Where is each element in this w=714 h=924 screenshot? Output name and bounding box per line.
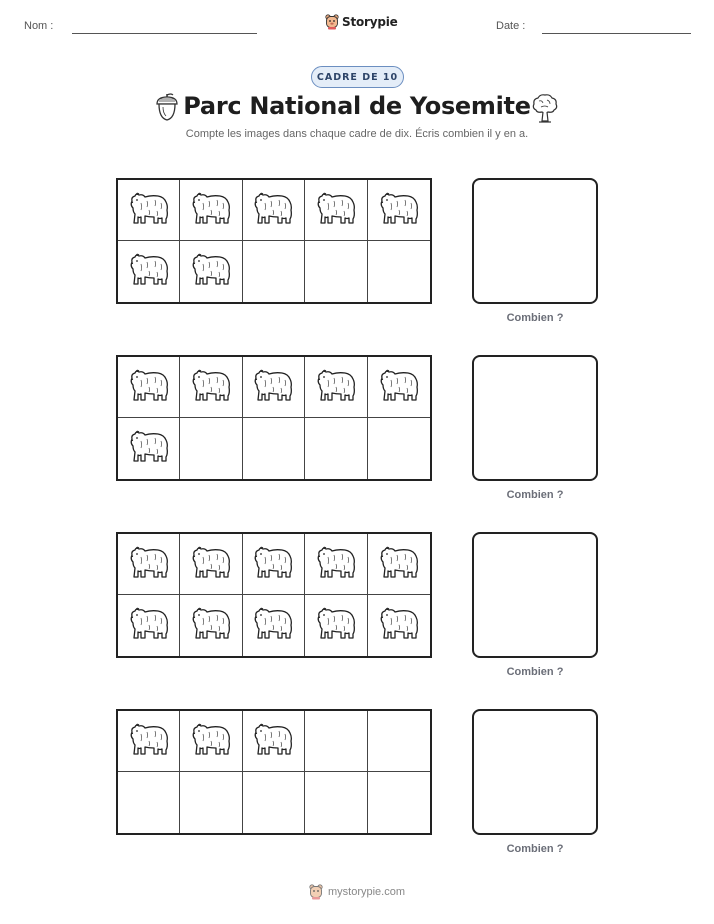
ten-frame — [116, 178, 432, 304]
page-title: Parc National de Yosemite — [183, 92, 531, 120]
answer-box[interactable] — [472, 532, 598, 658]
bear-icon — [127, 720, 171, 763]
frame-cell — [180, 241, 242, 302]
frame-cell — [118, 357, 180, 418]
bear-icon — [189, 720, 233, 763]
frame-cell — [305, 534, 367, 595]
exercise-4 — [0, 709, 714, 869]
bear-icon — [314, 189, 358, 232]
footer — [0, 884, 714, 900]
bear-icon — [189, 604, 233, 647]
bear-icon — [127, 604, 171, 647]
title-row — [0, 90, 714, 126]
frame-cell — [118, 241, 180, 302]
frame-cell — [180, 357, 242, 418]
tree-icon — [531, 92, 559, 124]
frame-cell — [180, 418, 242, 479]
frame-cell — [243, 418, 305, 479]
frame-cell — [368, 772, 430, 833]
bear-icon — [377, 604, 421, 647]
bear-icon — [377, 543, 421, 586]
worksheet-type-badge: CADRE DE 10 — [311, 66, 404, 88]
exercise-3 — [0, 532, 714, 692]
exercise-1 — [0, 178, 714, 338]
answer-label: Combien ? — [506, 312, 564, 324]
frame-cell — [243, 772, 305, 833]
bear-icon — [314, 543, 358, 586]
date-label: Date : — [496, 20, 526, 32]
frame-cell — [305, 418, 367, 479]
frame-cell — [118, 772, 180, 833]
frame-cell — [118, 534, 180, 595]
answer-box[interactable] — [472, 355, 598, 481]
bear-icon — [377, 366, 421, 409]
bear-icon — [314, 604, 358, 647]
bear-icon — [127, 543, 171, 586]
frame-cell — [118, 595, 180, 656]
answer-label: Combien ? — [506, 489, 564, 501]
frame-cell — [368, 711, 430, 772]
ten-frame — [116, 532, 432, 658]
frame-cell — [305, 595, 367, 656]
brand-name: Storypie — [342, 15, 398, 29]
bear-icon — [189, 366, 233, 409]
frame-cell — [243, 180, 305, 241]
bear-icon — [127, 366, 171, 409]
name-label: Nom : — [24, 20, 54, 32]
frame-cell — [118, 180, 180, 241]
bear-icon — [189, 189, 233, 232]
frame-cell — [368, 534, 430, 595]
frame-cell — [180, 772, 242, 833]
frame-cell — [118, 711, 180, 772]
bear-icon — [251, 366, 295, 409]
answer-label: Combien ? — [506, 843, 564, 855]
frame-cell — [368, 180, 430, 241]
bear-icon — [251, 543, 295, 586]
bear-icon — [314, 366, 358, 409]
frame-cell — [118, 418, 180, 479]
frame-cell — [305, 357, 367, 418]
frame-cell — [243, 241, 305, 302]
instructions: Compte les images dans chaque cadre de dix. Écris combien il y en a. — [185, 128, 529, 140]
frame-cell — [243, 357, 305, 418]
bear-icon — [189, 250, 233, 293]
date-field-line[interactable] — [542, 33, 691, 34]
bear-icon — [127, 427, 171, 470]
bear-icon — [189, 543, 233, 586]
footer-url: mystorypie.com — [327, 886, 406, 898]
frame-cell — [305, 711, 367, 772]
frame-cell — [368, 357, 430, 418]
mascot-icon — [309, 884, 323, 900]
bear-icon — [377, 189, 421, 232]
name-field-line[interactable] — [72, 33, 257, 34]
frame-cell — [180, 711, 242, 772]
answer-box[interactable] — [472, 709, 598, 835]
answer-box[interactable] — [472, 178, 598, 304]
bear-icon — [251, 604, 295, 647]
frame-cell — [368, 418, 430, 479]
frame-cell — [243, 534, 305, 595]
frame-cell — [180, 595, 242, 656]
brand-logo — [325, 14, 398, 30]
ten-frame — [116, 709, 432, 835]
frame-cell — [180, 534, 242, 595]
bear-icon — [127, 189, 171, 232]
frame-cell — [305, 180, 367, 241]
bear-icon — [251, 189, 295, 232]
frame-cell — [368, 595, 430, 656]
exercise-2 — [0, 355, 714, 515]
bear-icon — [127, 250, 171, 293]
bear-icon — [251, 720, 295, 763]
frame-cell — [368, 241, 430, 302]
frame-cell — [243, 711, 305, 772]
ten-frame — [116, 355, 432, 481]
mascot-icon — [325, 14, 339, 30]
answer-label: Combien ? — [506, 666, 564, 678]
frame-cell — [305, 241, 367, 302]
frame-cell — [180, 180, 242, 241]
frame-cell — [243, 595, 305, 656]
frame-cell — [305, 772, 367, 833]
